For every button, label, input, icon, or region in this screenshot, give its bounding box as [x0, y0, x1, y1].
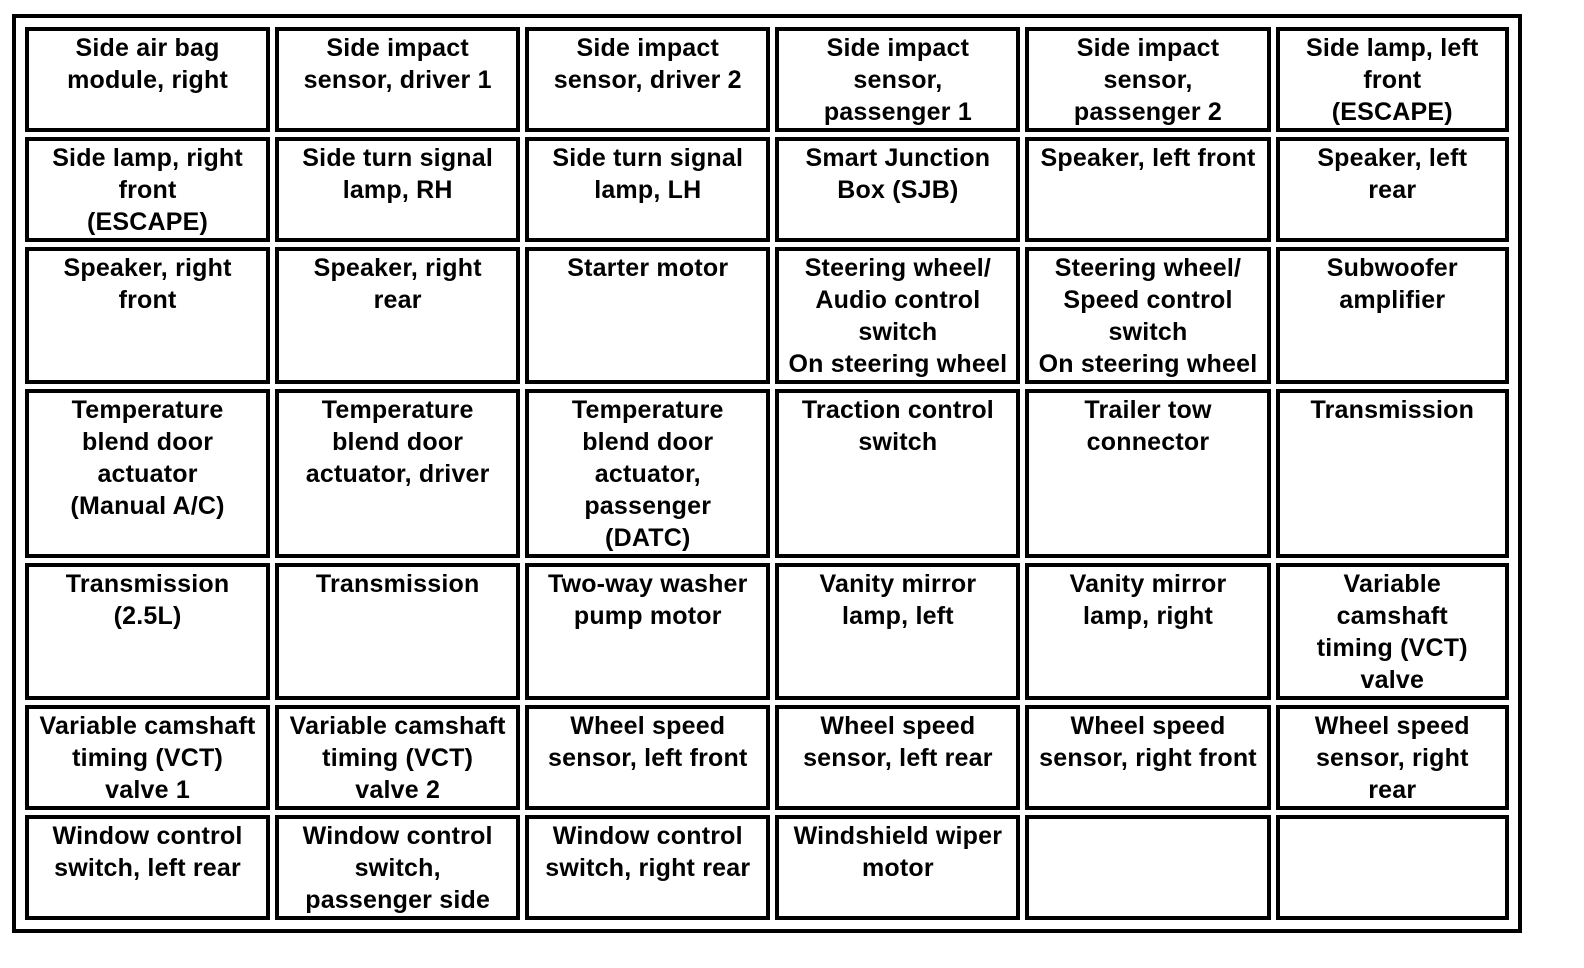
table-cell: Temperature blend door actuator (Manual A/C): [25, 389, 270, 558]
component-table-frame: [12, 14, 1522, 933]
table-cell: Side lamp, left front (ESCAPE): [1276, 27, 1509, 132]
table-cell: Trailer tow connector: [1025, 389, 1270, 558]
table-cell: Transmission (2.5L): [25, 563, 270, 700]
component-table: [20, 22, 1514, 925]
table-cell: [1025, 815, 1270, 920]
table-cell: Two-way washer pump motor: [525, 563, 770, 700]
table-cell: Transmission: [1276, 389, 1509, 558]
table-cell: Variable camshaft timing (VCT) valve: [1276, 563, 1509, 700]
table-cell: Smart Junction Box (SJB): [775, 137, 1020, 242]
table-row: [25, 137, 1509, 242]
table-cell: Side impact sensor, driver 2: [525, 27, 770, 132]
table-row: [25, 27, 1509, 132]
table-cell: Transmission: [275, 563, 520, 700]
table-row: [25, 563, 1509, 700]
table-cell: Speaker, right rear: [275, 247, 520, 384]
table-cell: Wheel speed sensor, right front: [1025, 705, 1270, 810]
table-cell: Steering wheel/ Audio control switch On steering wheel: [775, 247, 1020, 384]
table-cell: Wheel speed sensor, right rear: [1276, 705, 1509, 810]
table-cell: Side turn signal lamp, RH: [275, 137, 520, 242]
table-cell: Side impact sensor, driver 1: [275, 27, 520, 132]
table-cell: Subwoofer amplifier: [1276, 247, 1509, 384]
table-cell: Traction control switch: [775, 389, 1020, 558]
table-row: [25, 705, 1509, 810]
table-cell: Wheel speed sensor, left front: [525, 705, 770, 810]
table-cell: Vanity mirror lamp, right: [1025, 563, 1270, 700]
table-cell: Windshield wiper motor: [775, 815, 1020, 920]
table-row: [25, 389, 1509, 558]
table-row: [25, 247, 1509, 384]
table-cell: Side impact sensor, passenger 2: [1025, 27, 1270, 132]
table-cell: Side turn signal lamp, LH: [525, 137, 770, 242]
table-cell: Side impact sensor, passenger 1: [775, 27, 1020, 132]
table-row: [25, 815, 1509, 920]
table-cell: Variable camshaft timing (VCT) valve 1: [25, 705, 270, 810]
table-cell: Window control switch, left rear: [25, 815, 270, 920]
table-cell: Temperature blend door actuator, driver: [275, 389, 520, 558]
table-cell: Temperature blend door actuator, passenger (DATC): [525, 389, 770, 558]
table-cell: Side lamp, right front (ESCAPE): [25, 137, 270, 242]
table-cell: [1276, 815, 1509, 920]
table-cell: Wheel speed sensor, left rear: [775, 705, 1020, 810]
table-cell: Steering wheel/ Speed control switch On steering wheel: [1025, 247, 1270, 384]
table-cell: Side air bag module, right: [25, 27, 270, 132]
table-cell: Vanity mirror lamp, left: [775, 563, 1020, 700]
table-cell: Window control switch, right rear: [525, 815, 770, 920]
table-cell: Speaker, right front: [25, 247, 270, 384]
table-cell: Variable camshaft timing (VCT) valve 2: [275, 705, 520, 810]
table-cell: Starter motor: [525, 247, 770, 384]
table-cell: Speaker, left front: [1025, 137, 1270, 242]
table-cell: Speaker, left rear: [1276, 137, 1509, 242]
table-cell: Window control switch, passenger side: [275, 815, 520, 920]
